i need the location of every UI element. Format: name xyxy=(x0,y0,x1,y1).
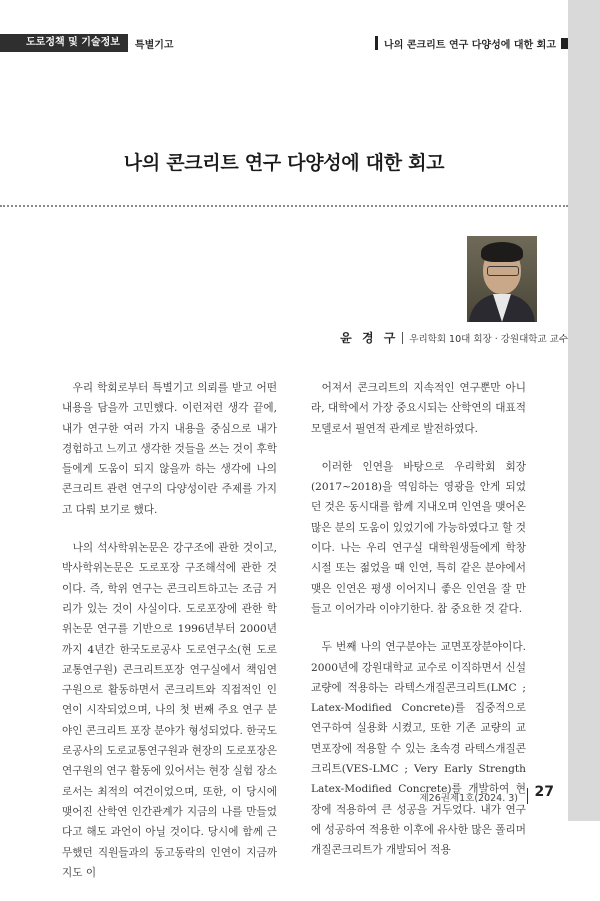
paragraph: 우리 학회로부터 특별기고 의뢰를 받고 어떤 내용을 담을까 고민했다. 이런저런 생각 끝에, 내가 연구한 여러 가지 내용을 중심으로 내가 경험하고 느끼고 생각한 것들을 쓰는 것이 후학들에게 도움이 되지 않을까 하는 생각에 나의 콘크리트 관련 연구의 다양성이란 주제를 가지고 다뤄 보기로 했다. xyxy=(62,382,277,516)
author-name: 윤 경 구 xyxy=(340,331,399,345)
author-affiliation: 우리학회 10대 회장 · 강원대학교 교수 xyxy=(409,333,568,345)
page-edge-strip xyxy=(568,0,600,821)
running-header-bar xyxy=(375,36,378,50)
paragraph: 두 번째 나의 연구분야는 교면포장분야이다. 2000년에 강원대학교 교수로 이직하면서 신설교량에 적용하는 라텍스개질콘크리트(LMC ; Latex-Modified Concrete)를 집중적으로 연구하여 실용화 시켰고, 또한 기존 교량의 교면포장에 적용할 수 있는 초속경 라텍스개질콘크리트(VES-LMC ; Very Early Strength Latex-Modified Concrete)를 개발하여 현장에 적용하여 큰 성공을 거두었다. 내가 연구에 성공하여 적용한 이후에 유사한 많은 폴리머개질콘크리트가 개발되어 적용 xyxy=(311,641,526,857)
page-number: 27 xyxy=(534,784,554,800)
running-header xyxy=(375,34,568,52)
paragraph: 이러한 인연을 바탕으로 우리학회 회장(2017~2018)을 역임하는 영광을 안게 되었던 것은 동시대를 함께 지내오며 인연을 맺어온 많은 분의 도움이 있었기에 가능하였다고 할 것이다. 나는 우리 연구실 대학원생들에게 학창 시절 또는 젊었을 때 인연, 특히 같은 분야에서 맺은 인연은 평생 이어지니 좋은 인연을 잘 만들고 이어가라 이야기한다. 참 중요한 것 같다. xyxy=(311,460,526,615)
running-title: 나의 콘크리트 연구 다양성에 대한 회고 xyxy=(384,39,556,51)
footer-separator xyxy=(527,788,528,804)
section-subtitle: 특별기고 xyxy=(134,39,174,51)
left-column xyxy=(62,378,277,901)
author-separator xyxy=(402,332,403,344)
author-photo xyxy=(467,236,537,322)
section-tag: 도로정책 및 기술정보 xyxy=(0,34,128,52)
article-title: 나의 콘크리트 연구 다양성에 대한 회고 xyxy=(123,152,445,174)
title-divider xyxy=(0,205,568,207)
running-header-tick xyxy=(561,38,568,49)
author-line xyxy=(248,329,568,346)
paragraph: 어져서 콘크리트의 지속적인 연구뿐만 아니라, 대학에서 가장 중요시되는 산학연의 대표적 모델로서 필연적 관계로 발전하였다. xyxy=(311,382,526,435)
issue-info: 제26권제1호(2024. 3) xyxy=(419,793,518,804)
section-header xyxy=(0,34,174,52)
paragraph: 나의 석사학위논문은 강구조에 관한 것이고, 박사학위논문은 도로포장 구조해석에 관한 것이다. 즉, 학위 연구는 콘크리트하고는 조금 거리가 있는 것이 사실이다. 도로포장에 관한 학위논문 연구를 기반으로 1996년부터 2000년까지 4년간 한국도로공사 도로연구소(현 도로교통연구원) 콘크리트포장 연구실에서 책임연구원으로 활동하면서 콘크리트와 직접적인 인연이 시작되었으며, 나의 첫 번째 주요 연구 분야인 콘크리트 포장 분야가 형성되었다. 한국도로공사의 도로교통연구원과 현장의 도로포장은 연구원의 연구 활동에 있어서는 현장 실험 장소로서는 최적의 여건이었으며, 또한, 이 당시에 맺어진 산학연 인간관계가 지금의 나를 만들었다고 해도 과언이 아닐 것이다. 당시에 함께 근무했던 직원들과의 동고동락의 인연이 지금까지도 이 xyxy=(62,542,277,879)
